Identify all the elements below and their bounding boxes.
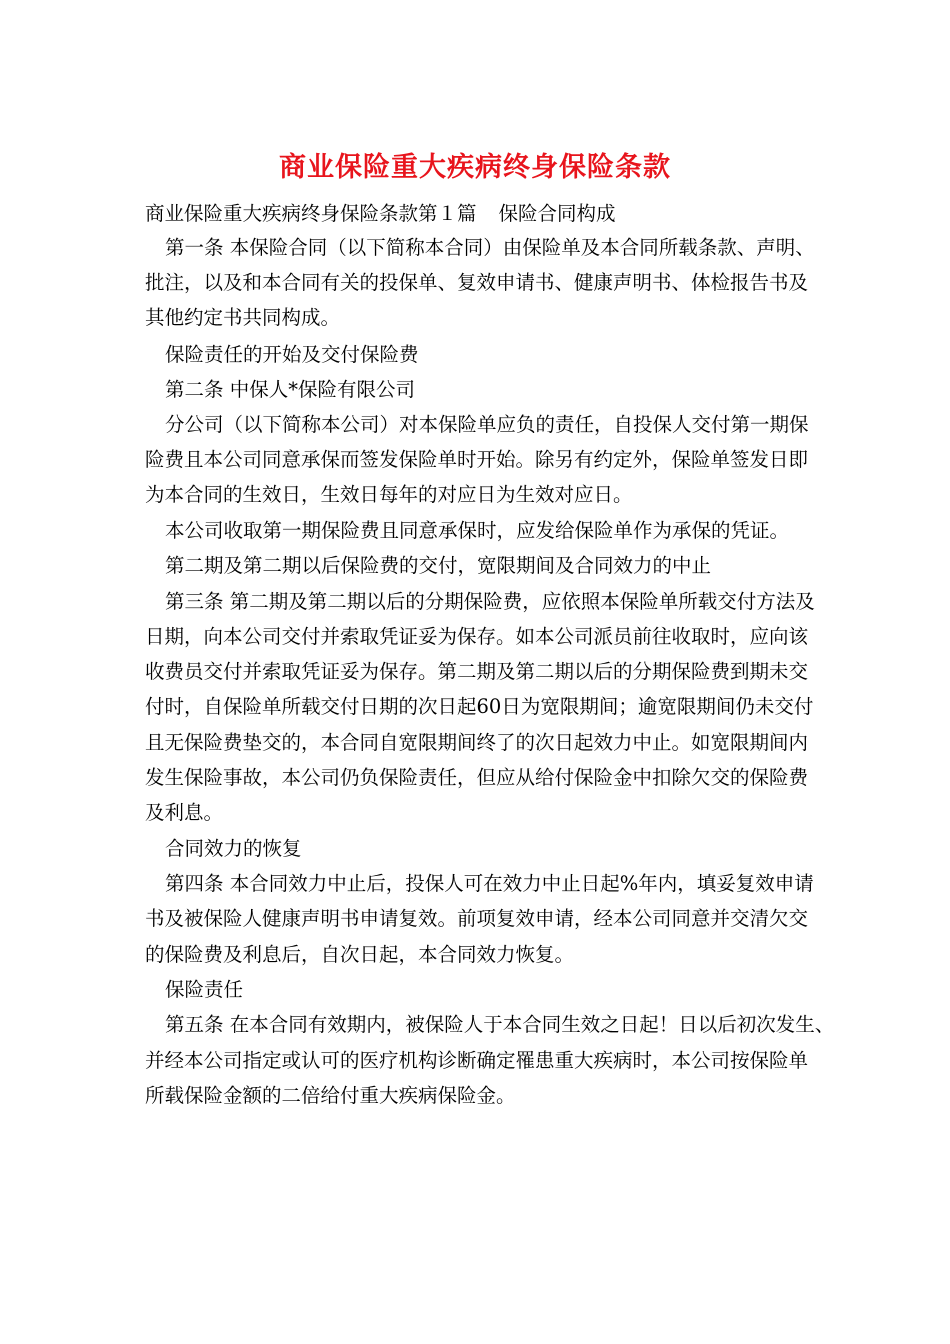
paragraph-line: 且无保险费垫交的，本合同自宽限期间终了的次日起效力中止。如宽限期间内 [145, 731, 809, 754]
paragraph-line: 为本合同的生效日，生效日每年的对应日为生效对应日。 [145, 483, 633, 506]
paragraph-line: 第五条 在本合同有效期内，被保险人于本合同生效之日起！日以后初次发生、 [165, 1013, 835, 1036]
paragraph-line: 第四条 本合同效力中止后，投保人可在效力中止日起%年内，填妥复效申请 [165, 872, 814, 895]
heading-line-left: 商业保险重大疾病终身保险条款第１篇 [145, 202, 477, 225]
section-heading: 第二期及第二期以后保险费的交付，宽限期间及合同效力的中止 [165, 554, 712, 577]
paragraph-line: 所载保险金额的二倍给付重大疾病保险金。 [145, 1084, 516, 1107]
paragraph-line: 日期，向本公司交付并索取凭证妥为保存。如本公司派员前往收取时，应向该 [145, 625, 809, 648]
paragraph-line: 并经本公司指定或认可的医疗机构诊断确定罹患重大疾病时，本公司按保险单 [145, 1049, 809, 1072]
paragraph-line: 的保险费及利息后，自次日起，本合同效力恢复。 [145, 943, 575, 966]
paragraph-line: 书及被保险人健康声明书申请复效。前项复效申请，经本公司同意并交清欠交 [145, 907, 809, 930]
document-title: 商业保险重大疾病终身保险条款 [279, 152, 671, 183]
paragraph-line: 第二条 中保人*保险有限公司 [165, 378, 415, 401]
paragraph-line: 其他约定书共同构成。 [145, 306, 341, 329]
paragraph-line: 及利息。 [145, 801, 224, 824]
heading-line-right: 保险合同构成 [498, 202, 616, 225]
paragraph-line: 发生保险事故，本公司仍负保险责任，但应从给付保险金中扣除欠交的保险费 [145, 766, 809, 789]
section-heading: 保险责任的开始及交付保险费 [165, 343, 419, 366]
section-heading: 合同效力的恢复 [165, 837, 302, 860]
section-heading: 保险责任 [165, 978, 244, 1001]
paragraph-line: 批注，以及和本合同有关的投保单、复效申请书、健康声明书、体检报告书及 [145, 271, 809, 294]
paragraph-line: 本公司收取第一期保险费且同意承保时，应发给保险单作为承保的凭证。 [165, 519, 790, 542]
paragraph-line: 第三条 第二期及第二期以后的分期保险费，应依照本保险单所载交付方法及 [165, 590, 815, 613]
paragraph-line: 第一条 本保险合同（以下简称本合同）由保险单及本合同所载条款、声明、 [165, 236, 815, 259]
paragraph-line: 付时，自保险单所载交付日期的次日起60日为宽限期间；逾宽限期间仍未交付 [145, 695, 814, 718]
paragraph-line: 险费且本公司同意承保而签发保险单时开始。除另有约定外，保险单签发日即 [145, 448, 809, 471]
paragraph-line: 收费员交付并索取凭证妥为保存。第二期及第二期以后的分期保险费到期未交 [145, 660, 809, 683]
paragraph-line: 分公司（以下简称本公司）对本保险单应负的责任，自投保人交付第一期保 [165, 413, 809, 436]
heading-line [145, 201, 616, 227]
